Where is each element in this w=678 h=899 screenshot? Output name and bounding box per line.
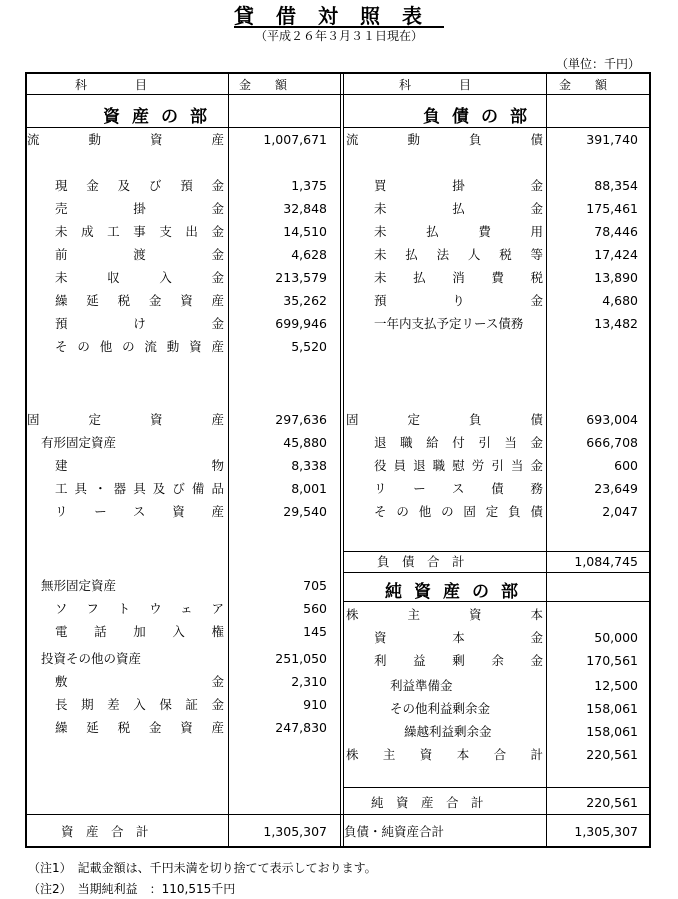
net-asset-value: 50,000 [594,630,638,645]
assets-total-value: 1,305,307 [263,824,327,839]
asset-row [25,337,651,357]
liability-row [25,502,651,522]
document-title: 貸借対照表 [234,4,444,28]
liability-row [25,291,651,311]
net-asset-value: 158,061 [586,701,638,716]
asset-row [25,576,651,596]
asset-value: 35,262 [283,293,327,308]
liabilities-total-label: 負 債 合 計 [377,554,465,569]
liability-label: 未 払 金 [374,201,543,216]
net-asset-row [25,699,651,719]
asset-label: 電話加入権 [55,624,224,639]
liability-label: その他の固定負債 [374,504,543,519]
asset-label: 売 掛 金 [55,201,224,216]
net-asset-label: 利益準備金 [390,678,453,693]
assets-section-title: 資産の部 [103,107,219,127]
liability-row [25,245,651,265]
net-assets-section-title: 純資産の部 [385,582,530,602]
asset-label: 固 定 資 産 [27,412,224,427]
liability-row [25,130,651,150]
liability-label: 未払消費税 [374,270,543,285]
net-asset-label: その他利益剰余金 [390,701,491,716]
net-asset-value: 12,500 [594,678,638,693]
asset-value: 8,338 [291,458,327,473]
liability-value: 13,890 [594,270,638,285]
net-asset-label: 株主資本合計 [346,747,543,762]
asset-label: 有形固定資産 [41,435,117,450]
asset-value: 297,636 [275,412,327,427]
asset-label: 工具・器具及び備品 [55,481,224,496]
asset-value: 1,375 [291,178,327,193]
asset-value: 29,540 [283,504,327,519]
asset-value: 2,310 [291,674,327,689]
asset-value: 145 [303,624,327,639]
liability-label: 未払法人税等 [374,247,543,262]
liability-value: 4,680 [602,293,638,308]
liability-label: 預 り 金 [374,293,543,308]
header-amount-left: 金 額 [239,78,288,92]
liability-value: 23,649 [594,481,638,496]
asset-label: 前 渡 金 [55,247,224,262]
net-assets-total-value: 220,561 [586,795,638,810]
liability-value: 693,004 [586,412,638,427]
liability-row [25,410,651,430]
asset-label: リース資産 [55,504,224,519]
net-asset-row [25,628,651,648]
liability-label: 未払費用 [374,224,543,239]
net-asset-row [25,651,651,671]
liability-label: リース債務 [374,481,543,496]
liability-label: 一年内支払予定リース債務 [374,316,524,331]
liability-value: 600 [614,458,638,473]
asset-label: 未収入金 [55,270,224,285]
asset-label: 投資その他の資産 [41,651,142,666]
liability-value: 175,461 [586,201,638,216]
liability-value: 13,482 [594,316,638,331]
liability-label: 買 掛 金 [374,178,543,193]
liability-value: 88,354 [594,178,638,193]
net-asset-row [25,722,651,742]
unit-label: （単位：千円） [555,57,640,71]
date-subtitle: （平成２６年３月３１日現在） [254,29,423,43]
net-asset-value: 170,561 [586,653,638,668]
grand-total-label: 負債・純資産合計 [344,824,445,839]
net-asset-row [25,605,651,625]
header-subject-left: 科 目 [75,78,148,92]
net-asset-row [25,745,651,765]
header-amount-right: 金 額 [559,78,608,92]
net-asset-label: 繰越利益剰余金 [404,724,492,739]
net-asset-label: 株 主 資 本 [346,607,543,622]
net-asset-value: 158,061 [586,724,638,739]
asset-label: 未成工事支出金 [55,224,224,239]
asset-label: ソフトウェア [55,601,224,616]
asset-value: 247,830 [275,720,327,735]
asset-value: 910 [303,697,327,712]
asset-label: その他の流動資産 [55,339,224,354]
asset-value: 560 [303,601,327,616]
liability-row [25,199,651,219]
asset-value: 8,001 [291,481,327,496]
liability-value: 78,446 [594,224,638,239]
liability-label: 退職給付引当金 [374,435,543,450]
asset-value: 705 [303,578,327,593]
liability-row [25,222,651,242]
liability-row [25,176,651,196]
asset-label: 敷 金 [55,674,224,689]
asset-label: 繰延税金資産 [55,293,224,308]
header-subject-right: 科 目 [399,78,472,92]
asset-value: 699,946 [275,316,327,331]
asset-label: 現金及び預金 [55,178,224,193]
asset-value: 4,628 [291,247,327,262]
liability-row [25,314,651,334]
asset-label: 建 物 [55,458,224,473]
net-asset-label: 資 本 金 [374,630,543,645]
asset-value: 251,050 [275,651,327,666]
liability-value: 391,740 [586,132,638,147]
liability-label: 固 定 負 債 [346,412,543,427]
asset-label: 長期差入保証金 [55,697,224,712]
asset-label: 流 動 資 産 [27,132,224,147]
note-1: （注1） 記載金額は、千円未満を切り捨てて表示しております。 [28,861,377,875]
asset-value: 14,510 [283,224,327,239]
liability-row [25,456,651,476]
balance-sheet-table [25,72,651,848]
net-asset-row [25,676,651,696]
liabilities-total-value: 1,084,745 [574,554,638,569]
liability-row [25,268,651,288]
asset-value: 45,880 [283,435,327,450]
note-2: （注2） 当期純利益 ：110,515千円 [28,882,236,896]
liability-row [25,433,651,453]
liability-label: 役員退職慰労引当金 [374,458,543,473]
net-asset-value: 220,561 [586,747,638,762]
asset-value: 32,848 [283,201,327,216]
asset-value: 1,007,671 [263,132,327,147]
liability-row [25,479,651,499]
liability-value: 17,424 [594,247,638,262]
liability-label: 流 動 負 債 [346,132,543,147]
liability-value: 2,047 [602,504,638,519]
asset-label: 無形固定資産 [41,578,117,593]
liability-value: 666,708 [586,435,638,450]
asset-label: 繰延税金資産 [55,720,224,735]
net-asset-label: 利益剰余金 [374,653,543,668]
liabilities-section-title: 負債の部 [423,107,539,127]
assets-total-label: 資 産 合 計 [61,824,149,839]
asset-value: 213,579 [275,270,327,285]
net-assets-total-label: 純 資 産 合 計 [371,795,484,810]
asset-value: 5,520 [291,339,327,354]
grand-total-value: 1,305,307 [574,824,638,839]
asset-label: 預 け 金 [55,316,224,331]
